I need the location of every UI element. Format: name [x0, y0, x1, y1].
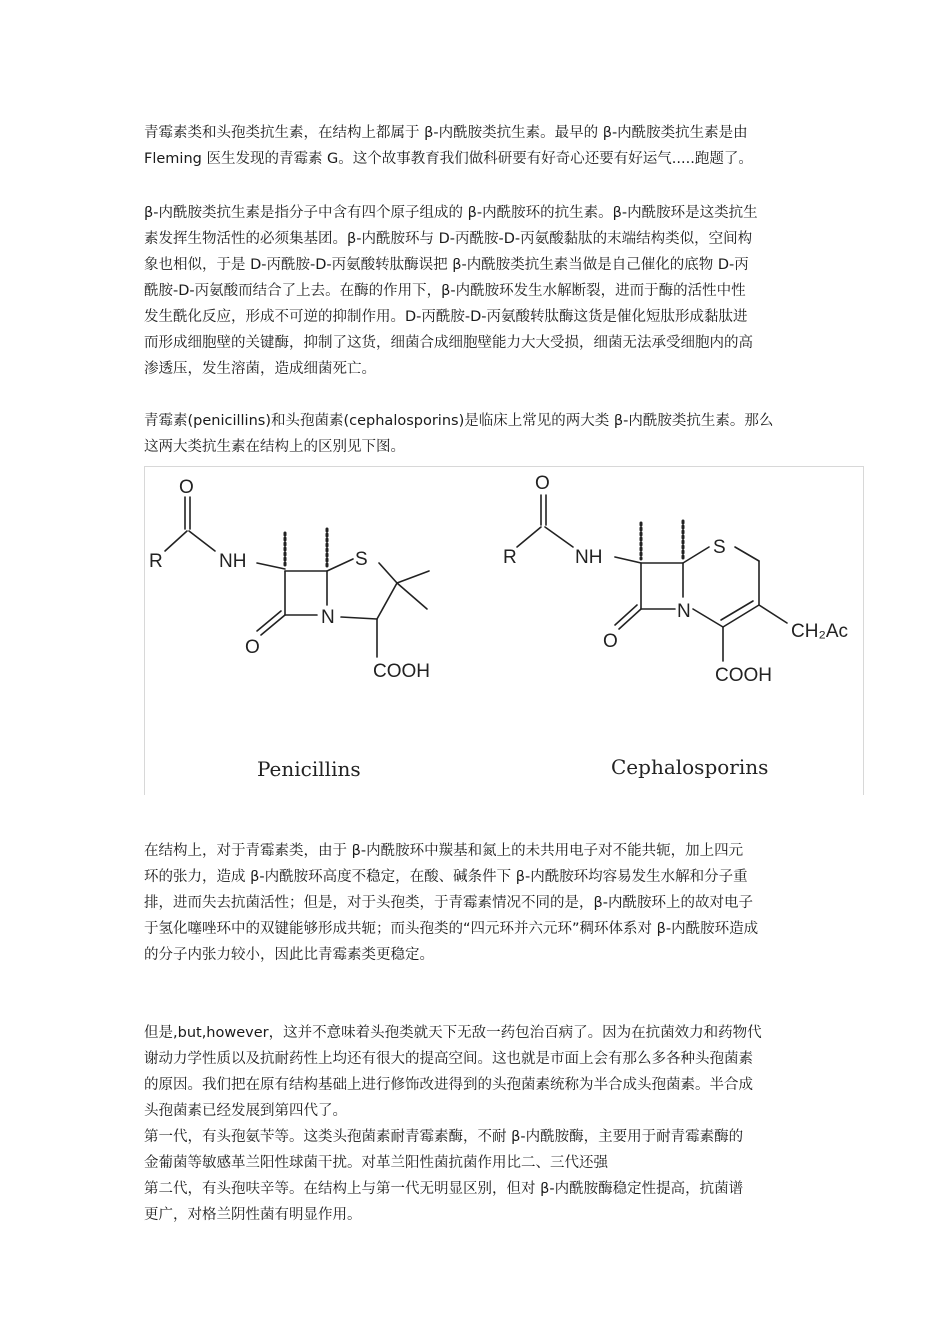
atom-label: O [603, 631, 618, 652]
paragraph-generations [144, 1020, 812, 1228]
text-line: 在结构上，对于青霉素类，由于 β-内酰胺环中羰基和氮上的未共用电子对不能共轭，加上四元 [144, 843, 744, 859]
text-line: 的原因。我们把在原有结构基础上进行修饰改进得到的头孢菌素统称为半合成头孢菌素。半合成 [144, 1077, 753, 1093]
text-line: 素发挥生物活性的必须集基团。β-内酰胺环与 D-丙酰胺-D-丙氨酸黏肽的末端结构类似，空间构 [144, 231, 753, 247]
bond [165, 531, 187, 551]
atom-label: CH₂Ac [791, 621, 848, 642]
bond [615, 557, 641, 563]
atom-label: R [149, 551, 163, 572]
atom-label: O [245, 637, 260, 658]
atom-label: N [677, 601, 691, 622]
text-line: 的分子内张力较小，因此比青霉素类更稳定。 [144, 947, 434, 963]
penicillins-caption: Penicillins [257, 757, 361, 781]
text-line: 发生酰化反应，形成不可逆的抑制作用。D-丙酰胺-D-丙氨酸转肽酶这货是催化短肽形成黏肽进 [144, 309, 748, 325]
text-line: 青霉素类和头孢类抗生素，在结构上都属于 β-内酰胺类抗生素。最早的 β-内酰胺类抗生素是由 [144, 125, 748, 141]
text-line: 这两大类抗生素在结构上的区别见下图。 [144, 439, 405, 455]
paragraph-intro [144, 120, 812, 172]
bond [397, 583, 427, 609]
text-line: 象也相似，于是 D-丙酰胺-D-丙氨酸转肽酶误把 β-内酰胺类抗生素当做是自己催化的底物 D-丙 [144, 257, 749, 273]
text-line: 而形成细胞壁的关键酶，抑制了这货，细菌合成细胞壁能力大大受损，细菌无法承受细胞内的高 [144, 335, 753, 351]
bond [517, 527, 541, 547]
text-line: β-内酰胺类抗生素是指分子中含有四个原子组成的 β-内酰胺环的抗生素。β-内酰胺环是这类抗生 [144, 205, 758, 221]
text-line: 谢动力学性质以及抗耐药性上均还有很大的提高空间。这也就是市面上会有那么多各种头孢菌素 [144, 1051, 753, 1067]
text-line: 第一代，有头孢氨苄等。这类头孢菌素耐青霉素酶，不耐 β-内酰胺酶，主要用于耐青霉素酶的 [144, 1129, 744, 1145]
bond [189, 531, 215, 551]
text-line: 金葡菌等敏感革兰阳性球菌干扰。对革兰阳性菌抗菌作用比二、三代还强 [144, 1155, 608, 1171]
atom-label: NH [575, 547, 603, 568]
atom-label: NH [219, 551, 247, 572]
atom-label: R [503, 547, 517, 568]
bond [397, 571, 429, 583]
atom-label: S [713, 537, 726, 558]
bond [377, 583, 397, 619]
bond [735, 547, 759, 561]
paragraph-stability [144, 838, 812, 968]
bond [327, 559, 353, 571]
paragraph-two-classes [144, 408, 812, 460]
bond [257, 563, 285, 569]
bond [693, 609, 723, 627]
bond [379, 563, 397, 583]
structure-figure [144, 466, 864, 795]
bond [683, 547, 709, 563]
text-line: 青霉素(penicillins)和头孢菌素(cephalosporins)是临床上常见的两大类 β-内酰胺类抗生素。那么 [144, 413, 774, 429]
text-line: 于氢化噻唑环中的双键能够形成共轭；而头孢类的“四元环并六元环”稠环体系对 β-内酰胺环造成 [144, 921, 759, 937]
paragraph-mechanism [144, 200, 812, 382]
atom-label: COOH [715, 665, 772, 686]
bond [721, 601, 753, 620]
text-line: 渗透压，发生溶菌，造成细菌死亡。 [144, 361, 376, 377]
text-line: 更广，对格兰阴性菌有明显作用。 [144, 1207, 362, 1223]
cephalosporins-caption: Cephalosporins [611, 755, 769, 779]
text-line: 环的张力，造成 β-内酰胺环高度不稳定，在酸、碱条件下 β-内酰胺环均容易发生水解和分子重 [144, 869, 748, 885]
text-line: 第二代，有头孢呋辛等。在结构上与第一代无明显区别，但对 β-内酰胺酶稳定性提高，抗菌谱 [144, 1181, 744, 1197]
text-line: Fleming 医生发现的青霉素 G。这个故事教育我们做科研要有好奇心还要有好运气.....跑题了。 [144, 151, 753, 167]
atom-label: O [535, 473, 550, 494]
text-line: 但是,but,however，这并不意味着头孢类就天下无敌一药包治百病了。因为在抗菌效力和药物代 [144, 1025, 762, 1041]
bond [759, 605, 787, 623]
atom-label: COOH [373, 661, 430, 682]
bond [545, 527, 573, 547]
text-line: 排，进而失去抗菌活性；但是，对于头孢类，于青霉素情况不同的是，β-内酰胺环上的故对电子 [144, 895, 753, 911]
atom-label: N [321, 607, 335, 628]
text-line: 酰胺-D-丙氨酸而结合了上去。在酶的作用下，β-内酰胺环发生水解断裂，进而于酶的活性中性 [144, 283, 746, 299]
bond [341, 617, 377, 619]
structure-drawing [145, 467, 863, 795]
text-line: 头孢菌素已经发展到第四代了。 [144, 1103, 347, 1119]
atom-label: S [355, 549, 368, 570]
atom-label: O [179, 477, 194, 498]
